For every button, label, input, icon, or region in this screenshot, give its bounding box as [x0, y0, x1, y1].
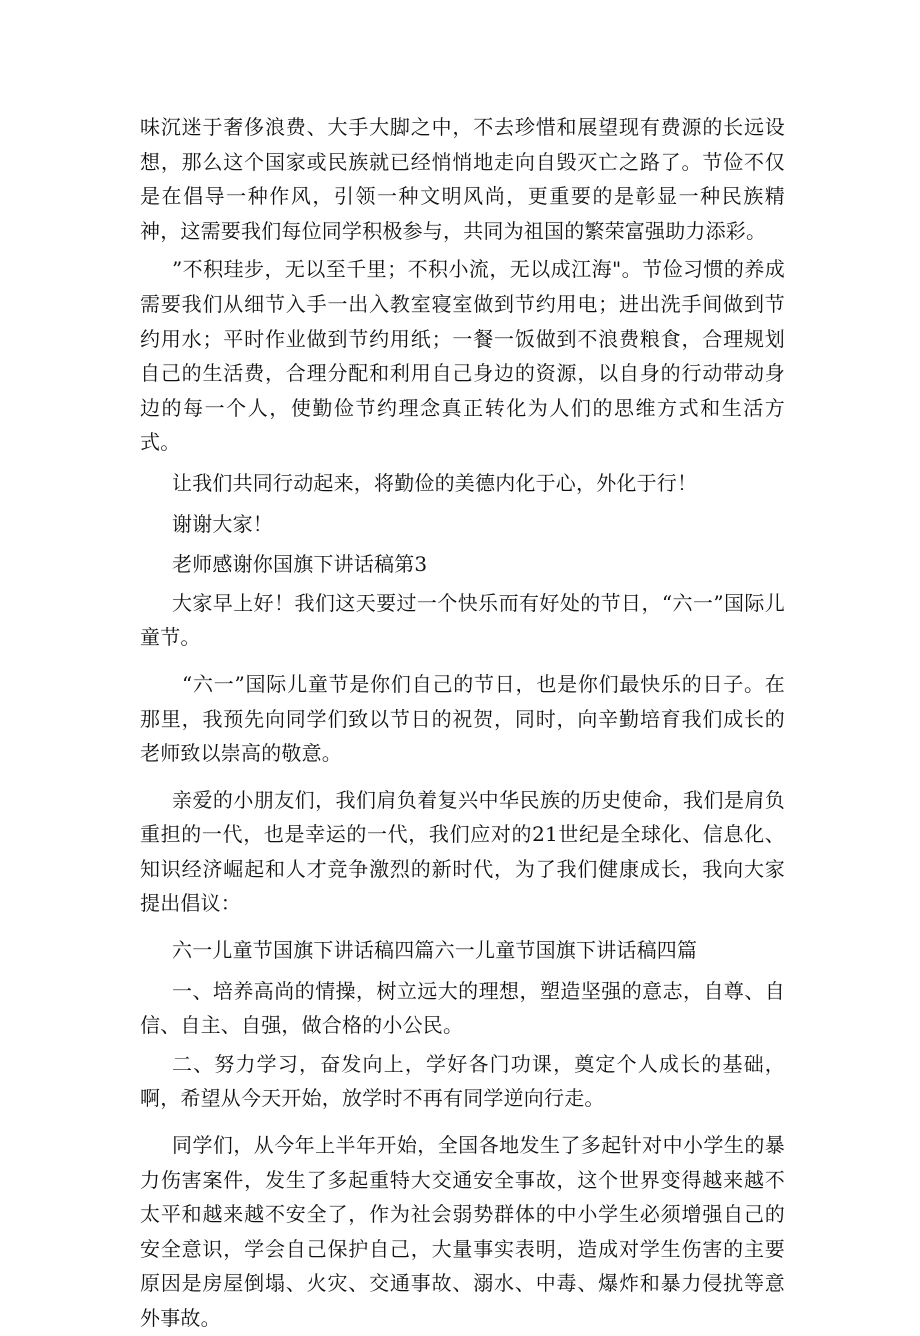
paragraph-1: 味沉迷于奢侈浪费、大手大脚之中，不去珍惜和展望现有费源的长远设想，那么这个国家或民族就已经悄悄地走向自毁灭亡之路了。节俭不仅是在倡导一种作风，引领一种文明风尚，更重要的是彰显一种民族精神，这需要我们每位同学积极参与，共同为祖国的繁荣富强助力添彩。: [140, 115, 785, 243]
paragraph-8: 亲爱的小朋友们，我们肩负着复兴中华民族的历史使命，我们是肩负重担的一代，也是幸运的一代，我们应对的21世纪是全球化、信息化、知识经济崛起和人才竞争激烈的新时代，为了我们健康成长，我向大家提出倡议：: [140, 787, 785, 916]
paragraph-12: 同学们，从今年上半年开始，全国各地发生了多起针对中小学生的暴力伤害案件，发生了多起重特大交通安全事故，这个世界变得越来越不太平和越来越不安全了，作为社会弱势群体的中小学生必须增强自己的安全意识，学会自己保护自己，大量事实表明，造成对学生伤害的主要原因是房屋倒塌、火灾、交通事故、溺水、中毒、爆炸和暴力侵扰等意外事故。: [140, 1133, 785, 1330]
paragraph-10: 一、培养高尚的情操，树立远大的理想，塑造坚强的意志，自尊、自信、自主、自强，做合格的小公民。: [140, 978, 785, 1038]
paragraph-4: 谢谢大家！: [172, 511, 273, 536]
paragraph-9: 六一儿童节国旗下讲话稿四篇六一儿童节国旗下讲话稿四篇: [172, 938, 698, 963]
paragraph-7: “六一”国际儿童节是你们自己的节日，也是你们最快乐的日子。在那里，我预先向同学们致以节日的祝贺，同时，向辛勤培育我们成长的老师致以崇高的敬意。: [140, 671, 785, 766]
paragraph-3: 让我们共同行动起来，将勤俭的美德内化于心，外化于行！: [172, 470, 698, 495]
paragraph-6: 大家早上好！我们这天要过一个快乐而有好处的节日，“六一”国际儿童节。: [140, 590, 785, 650]
section-heading: 老师感谢你国旗下讲话稿第3: [172, 552, 428, 577]
document-body: [140, 110, 785, 1336]
paragraph-2: ”不积珪步，无以至千里；不积小流，无以成江海"。节俭习惯的养成需要我们从细节入手一出入教室寝室做到节约用电；进出洗手间做到节约用水；平时作业做到节约用纸；一餐一饭做到不浪费粮食，合理规划自己的生活费，合理分配和利用自己身边的资源，以自身的行动带动身边的每一个人，使勤俭节约理念真正转化为人们的思维方式和生活方式。: [140, 257, 785, 455]
paragraph-11: 二、努力学习，奋发向上，学好各门功课，奠定个人成长的基础，啊，希望从今天开始，放学时不再有同学逆向行走。: [140, 1051, 785, 1111]
